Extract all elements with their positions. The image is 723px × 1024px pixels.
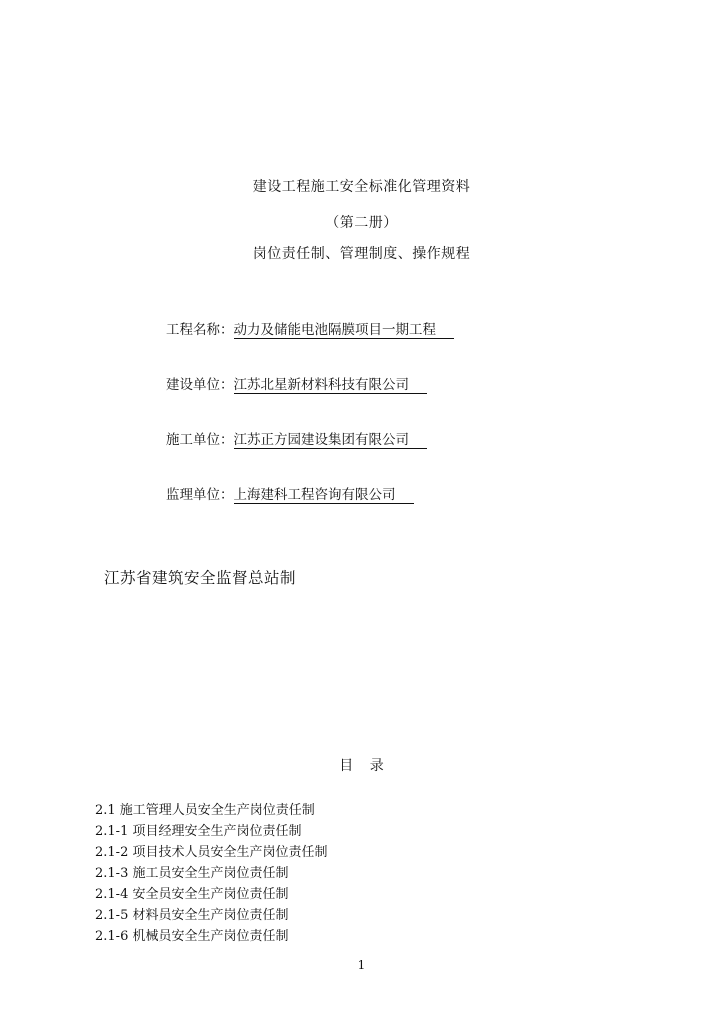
toc-item[interactable]: 2.1 施工管理人员安全生产岗位责任制	[95, 803, 315, 818]
supervisor-unit-value: 上海建科工程咨询有限公司	[234, 487, 414, 504]
supervisor-unit-label: 监理单位：	[166, 487, 234, 503]
document-subtitle: 岗位责任制、管理制度、操作规程	[252, 246, 471, 262]
toc-item[interactable]: 2.1-3 施工员安全生产岗位责任制	[95, 866, 289, 881]
owner-unit-label: 建设单位：	[166, 377, 234, 393]
project-name-field	[166, 318, 454, 339]
contractor-unit-label: 施工单位：	[166, 432, 234, 448]
owner-unit-field	[166, 373, 427, 394]
owner-unit-value: 江苏北星新材料科技有限公司	[234, 377, 428, 394]
contractor-unit-value: 江苏正方园建设集团有限公司	[234, 432, 428, 449]
supervisor-unit-field	[166, 483, 414, 504]
document-title: 建设工程施工安全标准化管理资料	[252, 179, 471, 195]
page-number: 1	[357, 958, 366, 972]
toc-item[interactable]: 2.1-6 机械员安全生产岗位责任制	[95, 929, 289, 944]
toc-item[interactable]: 2.1-4 安全员安全生产岗位责任制	[95, 887, 289, 902]
contractor-unit-field	[166, 428, 427, 449]
toc-item[interactable]: 2.1-1 项目经理安全生产岗位责任制	[95, 824, 302, 839]
volume-label: （第二册）	[325, 215, 398, 231]
toc-item[interactable]: 2.1-5 材料员安全生产岗位责任制	[95, 908, 289, 923]
issuer-text: 江苏省建筑安全监督总站制	[104, 569, 297, 587]
project-name-value: 动力及储能电池隔膜项目一期工程	[234, 322, 455, 339]
toc-title: 目 录	[339, 758, 384, 774]
toc-item[interactable]: 2.1-2 项目技术人员安全生产岗位责任制	[95, 845, 328, 860]
project-name-label: 工程名称：	[166, 322, 234, 338]
table-of-contents	[95, 800, 327, 947]
